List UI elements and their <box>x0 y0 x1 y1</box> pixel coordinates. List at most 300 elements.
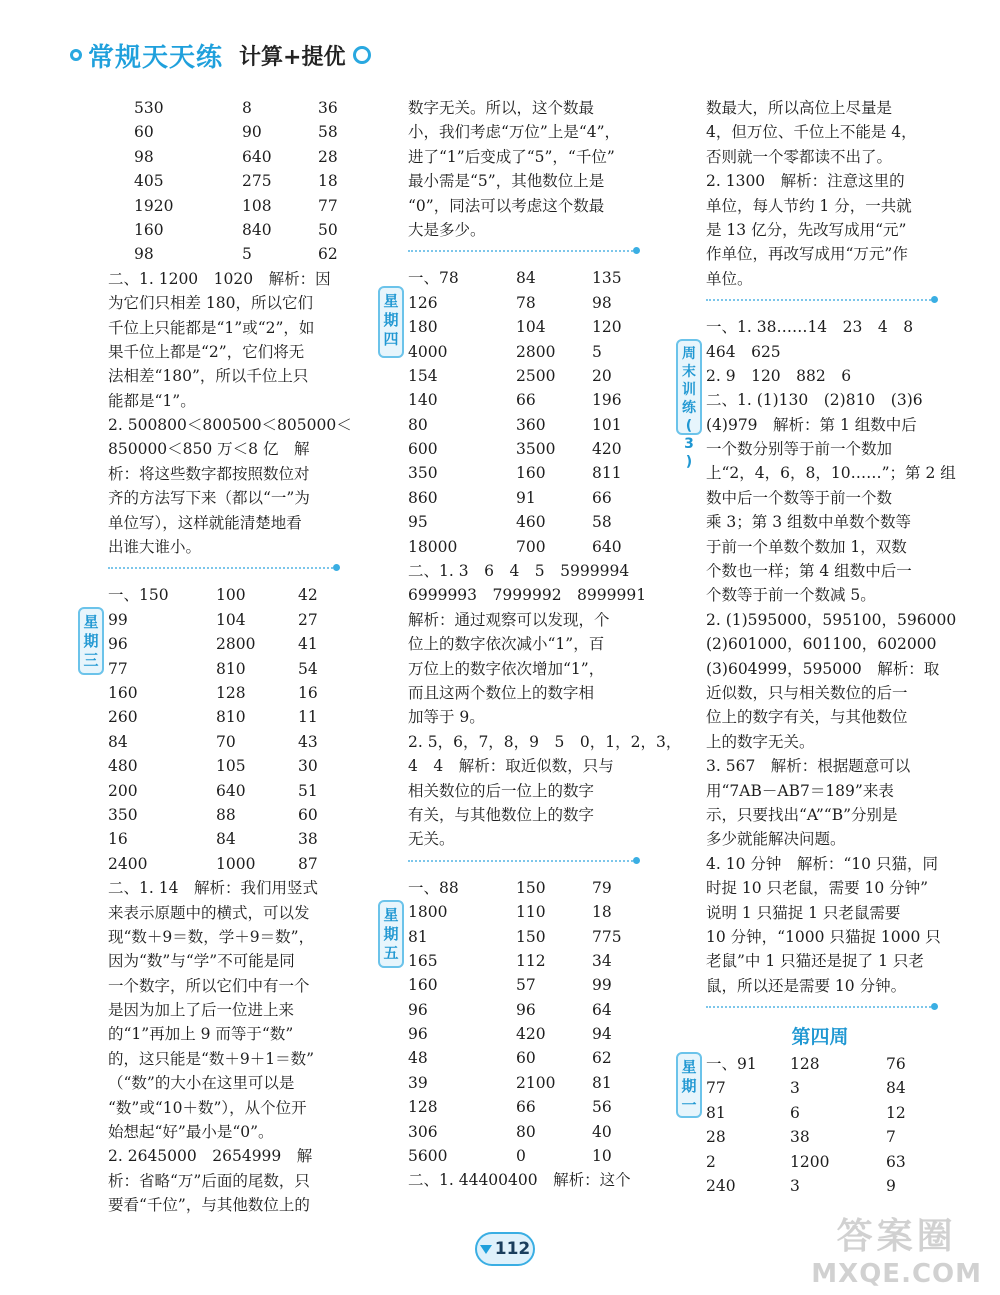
text-line: 数最大，所以高位上尽量是 <box>706 99 893 117</box>
text-line: 的，这只能是“数＋9＋1＝数” <box>108 1049 315 1068</box>
text-line: 一个数字，所以它们中有一个 <box>108 976 310 995</box>
day-label-thu <box>378 286 404 358</box>
text-line: 4. 10 分钟 解析：“10 只猫，同 <box>706 854 938 873</box>
table-cell: 530 <box>134 99 164 117</box>
table-cell: 126 <box>408 293 438 312</box>
table-cell: 160 <box>516 464 546 483</box>
table-cell: 77 <box>108 659 128 678</box>
table-cell: 1200 <box>790 1152 830 1171</box>
table-cell: 77 <box>706 1079 726 1098</box>
table-cell: 165 <box>408 951 438 970</box>
text-line: 一、1. 38……14 23 4 8 <box>706 318 914 337</box>
table-cell: 34 <box>592 951 612 970</box>
table-cell: 57 <box>516 976 536 995</box>
table-cell: 350 <box>108 805 138 824</box>
text-line: 2. 500800＜800500＜805000＜ <box>108 416 352 435</box>
table-cell: 1920 <box>134 196 174 215</box>
table-cell: 3500 <box>516 440 556 459</box>
table-row <box>706 1052 934 1076</box>
table-cell: 64 <box>592 1000 612 1019</box>
table-cell: 81 <box>706 1103 726 1122</box>
table-cell: 4000 <box>408 342 448 361</box>
table-cell: 60 <box>298 805 318 824</box>
clock-icon <box>353 46 371 64</box>
table-cell: 128 <box>790 1055 820 1074</box>
text-line: 4 4 解析：取近似数，只与 <box>408 757 614 776</box>
table-cell: 一、78 <box>408 269 459 288</box>
table-cell: 360 <box>516 415 546 434</box>
text-line: 小，我们考虑“万位”上是“4”， <box>408 123 621 142</box>
text-line: 最小需是“5”，其他数位上是 <box>408 172 605 191</box>
text-line: 单位写），这样就能清楚地看 <box>108 513 302 532</box>
table-cell: 420 <box>516 1025 546 1044</box>
table-cell: 200 <box>108 781 138 800</box>
text-line: 位上的数字有关，与其他数位 <box>706 708 908 727</box>
text-line: 是因为加上了后一位进上来 <box>108 1001 295 1020</box>
table-cell: 405 <box>134 172 164 191</box>
day3-section <box>83 583 336 1217</box>
table-cell: 196 <box>592 391 622 410</box>
table-cell: 2400 <box>108 854 148 873</box>
table-cell: 700 <box>516 537 546 556</box>
table-row <box>134 169 336 193</box>
text-line: 示，只要找出“A”“B”分别是 <box>706 805 898 824</box>
table-cell: 80 <box>408 415 428 434</box>
section-divider <box>408 860 636 862</box>
table-cell: 79 <box>592 878 612 897</box>
table-cell: 42 <box>298 586 318 605</box>
table-cell: 105 <box>216 757 246 776</box>
text-line: 万位上的数字依次增加“1”， <box>408 659 605 678</box>
table-cell: 3 <box>790 1079 800 1098</box>
table-cell: 48 <box>408 1049 428 1068</box>
table-row <box>108 730 336 754</box>
table-cell: 2100 <box>516 1073 556 1092</box>
table-cell: 180 <box>408 318 438 337</box>
table-cell: 112 <box>516 951 546 970</box>
section-divider <box>706 299 934 301</box>
weekend-section <box>682 315 957 998</box>
text-line: 单位。 <box>706 269 753 288</box>
table-cell: 99 <box>592 976 612 995</box>
text-line: 要看“千位”，与其他数位上的 <box>108 1196 310 1215</box>
text-line: 千位上只能都是“1”或“2”，如 <box>108 318 315 337</box>
day4-table <box>408 266 636 559</box>
table-row <box>408 535 636 559</box>
table-cell: 275 <box>242 172 272 191</box>
text-line: (2)601000，601100，602000 <box>706 635 937 654</box>
table-cell: 8 <box>242 99 252 117</box>
table-row <box>408 461 636 485</box>
table-row <box>408 900 636 924</box>
text-line: 数中后一个数等于前一个数 <box>706 488 893 507</box>
week4-title: 第四周 <box>791 1026 849 1049</box>
text-line: 2. 9 120 882 6 <box>706 366 852 385</box>
side-label-char: ) <box>685 454 693 471</box>
table-cell: 84 <box>108 732 128 751</box>
table-cell: 91 <box>516 488 536 507</box>
table-cell: 120 <box>592 318 622 337</box>
text-line: 而且这两个数位上的数字相 <box>408 683 595 702</box>
table-row <box>408 876 636 900</box>
text-line: 近似数，只与相关数位的后一 <box>706 683 908 702</box>
table-cell: 96 <box>408 1025 428 1044</box>
table-cell: 62 <box>318 245 338 264</box>
table-row <box>706 1101 934 1125</box>
day4-section <box>383 266 682 851</box>
table-cell: 640 <box>592 537 622 556</box>
text-line: 鼠，所以还是需要 10 分钟。 <box>706 976 907 995</box>
table-cell: 108 <box>242 196 272 215</box>
watermark-main: 答案圈 <box>836 1216 957 1257</box>
text-line: 3. 567 解析：根据题意可以 <box>706 757 911 776</box>
table-cell: 94 <box>592 1025 612 1044</box>
table-cell: 80 <box>516 1122 536 1141</box>
text-line: 有关，与其他数位上的数字 <box>408 805 595 824</box>
table-row <box>108 852 336 876</box>
table-cell: 66 <box>516 391 536 410</box>
table-cell: 38 <box>790 1128 810 1147</box>
left-column <box>83 96 352 1218</box>
table-cell: 2 <box>706 1152 716 1171</box>
table-cell: 1000 <box>216 854 256 873</box>
table-cell: 12 <box>886 1103 906 1122</box>
table-cell: 306 <box>408 1122 438 1141</box>
table-cell: 18 <box>592 903 612 922</box>
table-cell: 84 <box>216 830 236 849</box>
table-cell: 36 <box>318 99 338 117</box>
text-line: 能都是“1”。 <box>108 391 196 410</box>
table-cell: 810 <box>216 659 246 678</box>
table-cell: 87 <box>298 854 318 873</box>
table-row <box>134 120 336 144</box>
text-line: 4，但万位、千位上不能是 4， <box>706 123 917 142</box>
table-cell: 160 <box>408 976 438 995</box>
table-cell: 41 <box>298 635 318 654</box>
table-cell: 128 <box>216 683 246 702</box>
side-label-char: 3 <box>684 436 694 453</box>
weekend-text <box>706 315 957 998</box>
side-label-char: 五 <box>383 943 399 962</box>
table-cell: 43 <box>298 732 318 751</box>
table-cell: 63 <box>886 1152 906 1171</box>
table-cell: 58 <box>318 123 338 142</box>
table-cell: 150 <box>516 878 546 897</box>
table-cell: 101 <box>592 415 622 434</box>
table-cell: 775 <box>592 927 622 946</box>
day5-text <box>408 1168 636 1192</box>
text-line: 法相差“180”，所以千位上只 <box>108 367 309 386</box>
text-line: 用“7AB－AB7＝189”来表 <box>706 781 894 800</box>
table-row <box>108 657 336 681</box>
table-cell: 420 <box>592 440 622 459</box>
text-line: 上“2，4，6，8，10……”；第 2 组 <box>706 464 956 483</box>
text-line: 2. (1)595000，595100，596000 <box>706 610 957 629</box>
table-cell: 0 <box>516 1147 526 1166</box>
table-cell: 7 <box>886 1128 896 1147</box>
book-header <box>70 36 371 74</box>
day5-table <box>408 876 636 1169</box>
table-cell: 98 <box>592 293 612 312</box>
text-line: 于前一个单数个数加 1，双数 <box>706 537 907 556</box>
text-line: 是 13 亿分，先改写成用“元” <box>706 220 907 239</box>
table-cell: 62 <box>592 1049 612 1068</box>
table-cell: 260 <box>108 708 138 727</box>
table-row <box>134 96 336 120</box>
table-row <box>706 1174 934 1198</box>
table-cell: 27 <box>298 610 318 629</box>
table-cell: 2800 <box>516 342 556 361</box>
text-line: 的“1”再加上 9 而等于“数” <box>108 1025 294 1044</box>
day-label-wed <box>78 607 104 675</box>
day3-table <box>108 583 336 876</box>
table-cell: 110 <box>516 903 546 922</box>
table-row <box>408 315 636 339</box>
table-cell: 66 <box>592 488 612 507</box>
day-label-fri <box>378 900 404 968</box>
table-row <box>408 998 636 1022</box>
table-row <box>408 973 636 997</box>
middle-top-text <box>408 96 636 242</box>
text-line: 850000＜850 万＜8 亿 解 <box>108 440 310 459</box>
table-cell: 640 <box>216 781 246 800</box>
text-line: 6999993 7999992 8999991 <box>408 586 647 605</box>
table-cell: 840 <box>242 220 272 239</box>
table-cell: 98 <box>134 147 154 166</box>
table-cell: 96 <box>516 1000 536 1019</box>
table-row <box>134 194 336 218</box>
table-row <box>408 1046 636 1070</box>
table-cell: 78 <box>516 293 536 312</box>
table-cell: 40 <box>592 1122 612 1141</box>
page-number: 112 <box>494 1239 531 1259</box>
table-row <box>134 218 336 242</box>
table-cell: 16 <box>108 830 128 849</box>
table-cell: 77 <box>318 196 338 215</box>
table-cell: 128 <box>408 1098 438 1117</box>
table-row <box>408 949 636 973</box>
text-line: “数”或“10＋数”），从个位开 <box>108 1098 307 1117</box>
text-line: 解析：通过观察可以发现，个 <box>408 610 610 629</box>
table-cell: 5 <box>592 342 602 361</box>
side-label-char: 期 <box>383 311 399 330</box>
table-cell: 95 <box>408 513 428 532</box>
day4-text <box>408 559 682 852</box>
side-label-char: 期 <box>681 1077 697 1096</box>
text-line: 个数等于前一个数减 5。 <box>706 586 876 605</box>
table-cell: 104 <box>216 610 246 629</box>
side-label-char: 期 <box>383 924 399 943</box>
table-row <box>408 486 636 510</box>
table-cell: 860 <box>408 488 438 507</box>
text-line: 出谁大谁小。 <box>108 538 202 557</box>
text-line: 始想起“好”最小是“0”。 <box>108 1123 274 1142</box>
table-row <box>108 608 336 632</box>
day-label-weekend <box>676 339 702 471</box>
section-divider <box>408 250 636 252</box>
table-row <box>108 705 336 729</box>
table-cell: 一、88 <box>408 878 459 897</box>
page-number-badge <box>475 1232 535 1266</box>
table-row <box>108 632 336 656</box>
table-row <box>408 413 636 437</box>
left-top-text <box>108 267 352 560</box>
table-cell: 5600 <box>408 1147 448 1166</box>
side-label-char: 星 <box>681 1058 697 1077</box>
table-cell: 84 <box>516 269 536 288</box>
text-line: 作单位，再改写成用“万元”作 <box>706 245 908 264</box>
text-line: 果千位上都是“2”，它们将无 <box>108 342 305 361</box>
text-line: 说明 1 只猫捉 1 只老鼠需要 <box>706 903 901 922</box>
table-cell: 84 <box>886 1079 906 1098</box>
book-title: 常规天天练 <box>88 42 224 73</box>
text-line: “0”，同法可以考虑这个数最 <box>408 196 605 215</box>
table-cell: 51 <box>298 781 318 800</box>
day-label-mon <box>676 1052 702 1118</box>
table-cell: 18 <box>318 172 338 191</box>
table-cell: 16 <box>298 683 318 702</box>
side-label-char: 末 <box>682 364 696 381</box>
table-cell: 20 <box>592 366 612 385</box>
table-cell: 154 <box>408 366 438 385</box>
text-line: 时捉 10 只老鼠，需要 10 分钟” <box>706 879 929 898</box>
text-line: 多少就能解决问题。 <box>706 830 846 849</box>
table-row <box>408 340 636 364</box>
text-line: 现“数＋9＝数，学＋9＝数”， <box>108 927 315 946</box>
table-row <box>706 1125 934 1149</box>
table-cell: 1800 <box>408 903 448 922</box>
table-cell: 96 <box>108 635 128 654</box>
table-row <box>108 779 336 803</box>
text-line: 因为“数”与“学”不可能是同 <box>108 952 295 971</box>
table-row <box>134 145 336 169</box>
side-label-char: 周 <box>682 346 696 363</box>
table-cell: 600 <box>408 440 438 459</box>
table-cell: 18000 <box>408 537 458 556</box>
week4-day1-section <box>681 1052 934 1198</box>
table-row <box>408 925 636 949</box>
header-dot-icon <box>70 49 82 61</box>
watermark-site: MXQE.COM <box>811 1259 982 1289</box>
middle-column <box>383 96 682 1193</box>
text-line: 否则就一个零都读不出了。 <box>706 147 893 166</box>
table-cell: 9 <box>886 1177 896 1196</box>
table-cell: 480 <box>108 757 138 776</box>
table-cell: 81 <box>408 927 428 946</box>
side-label-char: 星 <box>383 292 399 311</box>
book-subtitle: 计算+提优 <box>239 44 346 70</box>
text-line: 二、1. 14 解析：我们用竖式 <box>108 879 318 898</box>
right-column <box>681 96 957 1198</box>
table-cell: 39 <box>408 1073 428 1092</box>
table-cell: 60 <box>516 1049 536 1068</box>
table-row <box>408 1144 636 1168</box>
table-cell: 3 <box>790 1177 800 1196</box>
table-cell: 28 <box>706 1128 726 1147</box>
side-label-char: 训 <box>682 382 696 399</box>
table-row <box>108 827 336 851</box>
table-row <box>408 1095 636 1119</box>
table-row <box>408 364 636 388</box>
table-cell: 81 <box>592 1073 612 1092</box>
table-row <box>408 291 636 315</box>
table-row <box>108 754 336 778</box>
table-cell: 90 <box>242 123 262 142</box>
table-cell: 2800 <box>216 635 256 654</box>
table-cell: 96 <box>408 1000 428 1019</box>
table-cell: 88 <box>216 805 236 824</box>
text-line: 单位，每人节约 1 分，一共就 <box>706 196 912 215</box>
side-label-char: 一 <box>681 1096 697 1115</box>
text-line: (4)979 解析：第 1 组数中后 <box>706 415 917 434</box>
text-line: 加等于 9。 <box>408 708 485 727</box>
text-line: 为它们只相差 180，所以它们 <box>108 294 314 313</box>
table-cell: 811 <box>592 464 622 483</box>
text-line: 二、1. 3 6 4 5 5999994 <box>408 562 630 581</box>
table-row <box>108 803 336 827</box>
table-cell: 28 <box>318 147 338 166</box>
text-line: 齐的方法写下来（都以“一”为 <box>108 489 310 508</box>
text-line: 大是多少。 <box>408 220 486 239</box>
table-cell: 140 <box>408 391 438 410</box>
table-row <box>108 681 336 705</box>
table-cell: 460 <box>516 513 546 532</box>
side-label-char: 星 <box>383 905 399 924</box>
table-cell: 58 <box>592 513 612 532</box>
text-line: 二、1. 1200 1020 解析：因 <box>108 269 331 288</box>
text-line: (3)604999，595000 解析：取 <box>706 659 940 678</box>
text-line: 析：将这些数字都按照数位对 <box>108 464 310 483</box>
table-cell: 160 <box>108 683 138 702</box>
table-cell: 一、91 <box>706 1055 757 1074</box>
text-line: 二、1. 44400400 解析：这个 <box>408 1171 631 1190</box>
table-cell: 350 <box>408 464 438 483</box>
side-label-char: ( <box>685 418 693 435</box>
side-label-char: 三 <box>83 651 99 670</box>
table-cell: 30 <box>298 757 318 776</box>
section-divider <box>706 1006 934 1008</box>
side-label-char: 四 <box>383 330 399 349</box>
table-cell: 98 <box>134 245 154 264</box>
table-cell: 10 <box>592 1147 612 1166</box>
arrow-down-icon <box>480 1245 492 1254</box>
table-cell: 150 <box>516 927 546 946</box>
left-top-table <box>108 96 336 267</box>
table-cell: 66 <box>516 1098 536 1117</box>
text-line: 相关数位的后一位上的数字 <box>408 781 595 800</box>
table-cell: 56 <box>592 1098 612 1117</box>
day3-text <box>108 876 336 1217</box>
section-divider <box>108 567 336 569</box>
table-row <box>706 1150 934 1174</box>
text-line: （“数”的大小在这里可以是 <box>108 1074 295 1093</box>
table-row <box>408 1022 636 1046</box>
table-cell: 60 <box>134 123 154 142</box>
table-row <box>408 388 636 412</box>
side-label-char: 练 <box>682 400 696 417</box>
table-cell: 810 <box>216 708 246 727</box>
text-line: 464 625 <box>706 342 781 361</box>
text-line: 老鼠”中 1 只猫还是捉了 1 只老 <box>706 952 924 971</box>
table-cell: 99 <box>108 610 128 629</box>
text-line: 个数也一样；第 4 组数中后一 <box>706 562 912 581</box>
table-cell: 11 <box>298 708 318 727</box>
table-row <box>408 1120 636 1144</box>
text-line: 2. 2645000 2654999 解 <box>108 1147 313 1166</box>
text-line: 无关。 <box>408 830 455 849</box>
text-line: 位上的数字依次减小“1”，百 <box>408 635 605 654</box>
table-cell: 6 <box>790 1103 800 1122</box>
